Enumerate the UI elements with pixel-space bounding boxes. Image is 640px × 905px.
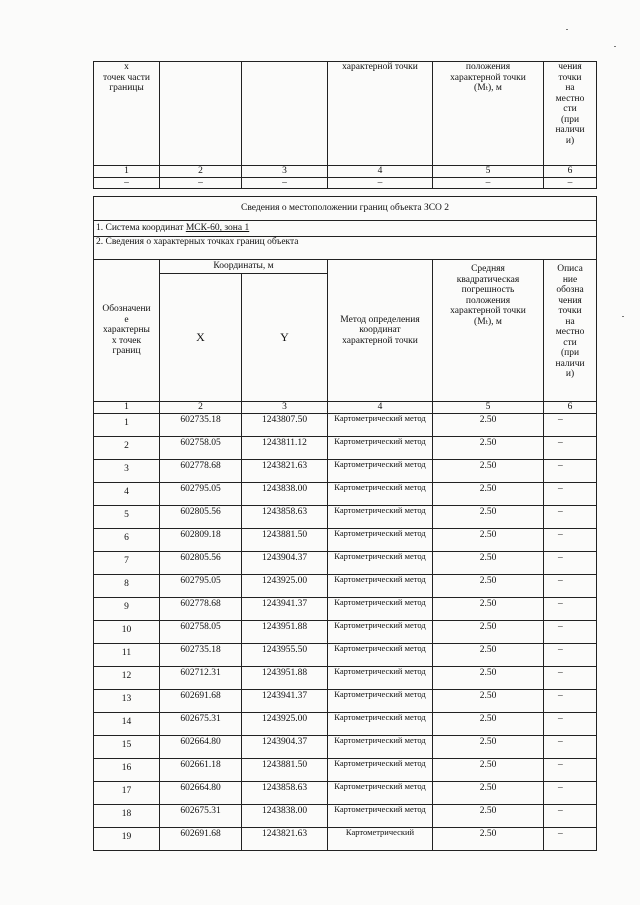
index-row-cont — [94, 166, 597, 178]
table-row — [94, 735, 597, 758]
point-y: 1243838.00 — [242, 482, 328, 505]
point-error: 2.50 — [433, 758, 544, 781]
point-x: 602675.31 — [160, 804, 242, 827]
header-method: Метод определения координат характерной точки — [328, 260, 433, 402]
scan-speck — [622, 316, 624, 317]
point-description: – — [544, 804, 597, 827]
dash-row — [94, 177, 597, 189]
point-error: 2.50 — [433, 528, 544, 551]
point-method: Картометрический метод — [328, 643, 433, 666]
point-description: – — [544, 528, 597, 551]
table-row — [94, 643, 597, 666]
point-description: – — [544, 712, 597, 735]
point-method: Картометрический метод — [328, 666, 433, 689]
point-y: 1243811.12 — [242, 436, 328, 459]
point-method: Картометрический метод — [328, 781, 433, 804]
point-y: 1243941.37 — [242, 689, 328, 712]
point-method: Картометрический метод — [328, 620, 433, 643]
point-number: 13 — [94, 689, 160, 712]
point-method: Картометрический метод — [328, 712, 433, 735]
point-description: – — [544, 827, 597, 850]
point-x: 602735.18 — [160, 643, 242, 666]
point-error: 2.50 — [433, 551, 544, 574]
point-method: Картометрический метод — [328, 804, 433, 827]
dash-cell: – — [544, 177, 597, 189]
point-error: 2.50 — [433, 482, 544, 505]
coord-system-row — [94, 221, 597, 237]
index-cell: 6 — [544, 402, 597, 414]
point-description: – — [544, 482, 597, 505]
point-method: Картометрический метод — [328, 551, 433, 574]
points-heading-row — [94, 237, 597, 260]
point-number: 18 — [94, 804, 160, 827]
point-error: 2.50 — [433, 689, 544, 712]
index-cell: 4 — [328, 402, 433, 414]
point-y: 1243951.88 — [242, 620, 328, 643]
point-method: Картометрический метод — [328, 735, 433, 758]
point-number: 5 — [94, 505, 160, 528]
point-y: 1243925.00 — [242, 712, 328, 735]
point-x: 602805.56 — [160, 551, 242, 574]
point-x: 602758.05 — [160, 436, 242, 459]
point-y: 1243881.50 — [242, 758, 328, 781]
dash-cell: – — [242, 177, 328, 189]
header-coordinates: Координаты, м — [160, 260, 328, 274]
header-description: Описа ние обозна чения точки на местно сти (при наличи и) — [544, 260, 597, 402]
point-x: 602778.68 — [160, 597, 242, 620]
table-row — [94, 781, 597, 804]
continued-table — [93, 61, 597, 189]
point-method: Картометрический метод — [328, 689, 433, 712]
continued-header-row — [94, 62, 597, 166]
point-description: – — [544, 551, 597, 574]
point-description: – — [544, 689, 597, 712]
table-row — [94, 827, 597, 850]
index-cell: 2 — [160, 166, 242, 178]
point-y: 1243838.00 — [242, 804, 328, 827]
point-method: Картометрический метод — [328, 436, 433, 459]
table-row — [94, 413, 597, 436]
coord-system-value: МСК-60, зона 1 — [185, 223, 250, 234]
dash-cell: – — [94, 177, 160, 189]
table-row — [94, 459, 597, 482]
point-x: 602664.80 — [160, 735, 242, 758]
point-x: 602795.05 — [160, 574, 242, 597]
point-x: 602691.68 — [160, 827, 242, 850]
table-row — [94, 551, 597, 574]
point-number: 15 — [94, 735, 160, 758]
point-number: 7 — [94, 551, 160, 574]
point-error: 2.50 — [433, 413, 544, 436]
point-error: 2.50 — [433, 827, 544, 850]
point-error: 2.50 — [433, 712, 544, 735]
point-number: 17 — [94, 781, 160, 804]
point-x: 602675.31 — [160, 712, 242, 735]
point-y: 1243821.63 — [242, 827, 328, 850]
index-cell: 5 — [433, 166, 544, 178]
point-y: 1243925.00 — [242, 574, 328, 597]
table-row — [94, 528, 597, 551]
point-method: Картометрический метод — [328, 758, 433, 781]
point-y: 1243858.63 — [242, 781, 328, 804]
index-cell: 6 — [544, 166, 597, 178]
point-description: – — [544, 781, 597, 804]
header-error-cont: положения характерной точки (Mₜ), м — [433, 62, 544, 166]
scan-speck — [566, 29, 568, 30]
point-method: Картометрический метод — [328, 413, 433, 436]
point-y: 1243941.37 — [242, 597, 328, 620]
index-cell: 2 — [160, 402, 242, 414]
header-designation-cont: х точек части границы — [94, 62, 160, 166]
point-description: – — [544, 413, 597, 436]
section-title-row — [94, 197, 597, 221]
table-row — [94, 689, 597, 712]
index-cell: 3 — [242, 402, 328, 414]
table-row — [94, 597, 597, 620]
points-table — [93, 196, 597, 851]
dash-cell: – — [160, 177, 242, 189]
point-error: 2.50 — [433, 735, 544, 758]
point-x: 602778.68 — [160, 459, 242, 482]
dash-cell: – — [328, 177, 433, 189]
point-number: 8 — [94, 574, 160, 597]
point-y: 1243904.37 — [242, 735, 328, 758]
point-error: 2.50 — [433, 597, 544, 620]
header-method-cont: характерной точки — [328, 62, 433, 166]
point-x: 602809.18 — [160, 528, 242, 551]
point-x: 602795.05 — [160, 482, 242, 505]
point-x: 602664.80 — [160, 781, 242, 804]
point-y: 1243951.88 — [242, 666, 328, 689]
point-method: Картометрический метод — [328, 482, 433, 505]
point-error: 2.50 — [433, 620, 544, 643]
table-row — [94, 666, 597, 689]
header-description-cont: чения точки на местно сти (при наличи и) — [544, 62, 597, 166]
point-y: 1243904.37 — [242, 551, 328, 574]
point-y: 1243858.63 — [242, 505, 328, 528]
header-designation: Обозначени е характерны х точек границ — [94, 260, 160, 402]
coord-system-label: 1. Система координат — [96, 223, 186, 234]
point-x: 602712.31 — [160, 666, 242, 689]
point-x: 602691.68 — [160, 689, 242, 712]
header-x-cont — [160, 62, 242, 166]
header-x: X — [160, 274, 242, 402]
point-description: – — [544, 758, 597, 781]
point-number: 1 — [94, 413, 160, 436]
point-error: 2.50 — [433, 574, 544, 597]
header-error: Средняя квадратическая погрешность положения характерной точки (Mₜ), м — [433, 260, 544, 402]
index-cell: 3 — [242, 166, 328, 178]
point-method: Картометрический — [328, 827, 433, 850]
index-row — [94, 402, 597, 414]
point-x: 602805.56 — [160, 505, 242, 528]
point-method: Картометрический метод — [328, 574, 433, 597]
index-cell: 1 — [94, 402, 160, 414]
table-row — [94, 505, 597, 528]
index-cell: 1 — [94, 166, 160, 178]
header-y: Y — [242, 274, 328, 402]
point-description: – — [544, 735, 597, 758]
dash-cell: – — [433, 177, 544, 189]
point-error: 2.50 — [433, 666, 544, 689]
point-description: – — [544, 505, 597, 528]
point-number: 3 — [94, 459, 160, 482]
point-method: Картометрический метод — [328, 505, 433, 528]
point-number: 19 — [94, 827, 160, 850]
point-description: – — [544, 574, 597, 597]
header-row-1 — [94, 260, 597, 274]
coord-system — [94, 221, 597, 237]
point-number: 14 — [94, 712, 160, 735]
point-error: 2.50 — [433, 459, 544, 482]
point-number: 10 — [94, 620, 160, 643]
point-x: 602661.18 — [160, 758, 242, 781]
point-description: – — [544, 643, 597, 666]
point-number: 6 — [94, 528, 160, 551]
point-y: 1243881.50 — [242, 528, 328, 551]
point-number: 2 — [94, 436, 160, 459]
table-row — [94, 804, 597, 827]
point-error: 2.50 — [433, 436, 544, 459]
point-y: 1243807.50 — [242, 413, 328, 436]
point-error: 2.50 — [433, 781, 544, 804]
point-y: 1243821.63 — [242, 459, 328, 482]
point-number: 4 — [94, 482, 160, 505]
index-cell: 5 — [433, 402, 544, 414]
table-row — [94, 574, 597, 597]
point-method: Картометрический метод — [328, 528, 433, 551]
point-x: 602735.18 — [160, 413, 242, 436]
points-heading: 2. Сведения о характерных точках границ объекта — [94, 237, 597, 260]
point-error: 2.50 — [433, 804, 544, 827]
table-row — [94, 436, 597, 459]
table-row — [94, 712, 597, 735]
point-error: 2.50 — [433, 505, 544, 528]
point-description: – — [544, 666, 597, 689]
point-description: – — [544, 620, 597, 643]
point-y: 1243955.50 — [242, 643, 328, 666]
point-error: 2.50 — [433, 643, 544, 666]
point-method: Картометрический метод — [328, 597, 433, 620]
scan-speck — [614, 46, 616, 47]
point-x: 602758.05 — [160, 620, 242, 643]
point-description: – — [544, 597, 597, 620]
point-number: 11 — [94, 643, 160, 666]
point-number: 9 — [94, 597, 160, 620]
section-title: Сведения о местоположении границ объекта ЗСО 2 — [94, 197, 597, 221]
point-method: Картометрический метод — [328, 459, 433, 482]
point-number: 16 — [94, 758, 160, 781]
point-description: – — [544, 436, 597, 459]
table-row — [94, 482, 597, 505]
table-row — [94, 758, 597, 781]
point-description: – — [544, 459, 597, 482]
table-row — [94, 620, 597, 643]
index-cell: 4 — [328, 166, 433, 178]
header-y-cont — [242, 62, 328, 166]
point-number: 12 — [94, 666, 160, 689]
